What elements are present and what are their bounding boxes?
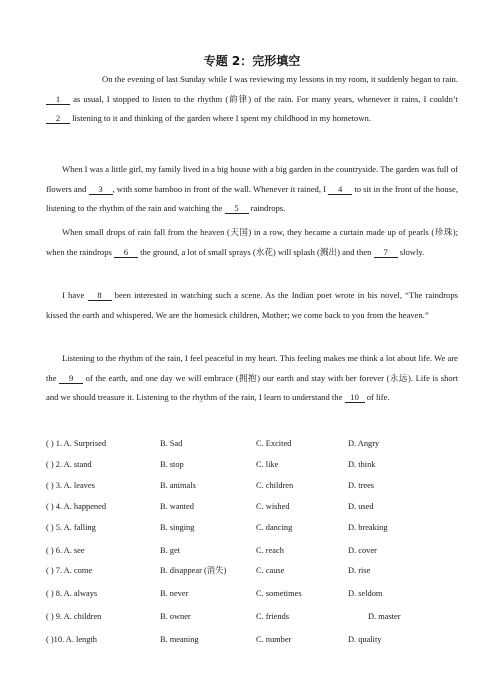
page-title: 专题 2：完形填空 [203,54,301,68]
paragraph-2 [46,160,458,219]
passage-text: to sit in the front of the house, listening to the rhythm of the rain and watching the [46,183,458,213]
question-row [46,522,458,534]
paragraph-1 [46,70,458,129]
option-d: D. seldom [348,589,383,598]
passage-text: raindrops. [248,203,286,213]
option-d: D. cover [348,546,377,555]
option-d: D. breaking [348,523,388,532]
option-c: C. friends [256,612,290,621]
question-row [46,545,458,557]
paragraph-5 [46,349,458,408]
option-b: B. owner [160,612,191,621]
passage-text: as usual, I stopped to listen to the rhythm (韵律) of the rain. For many years, whenever it rains, I couldn’t [70,93,458,104]
option-c: C. cause [256,566,285,575]
question-row [46,634,458,646]
blank-10: 10 [345,392,365,403]
passage-text: been interested in watching such a scene. As the Indian poet wrote in his novel, “The raindrops kissed the earth and whispered. We are the homesick children, Mother; we come back to you from the heaven.” [46,290,458,320]
option-b: B. animals [160,481,196,490]
question-row [46,501,458,513]
question-row [46,438,458,450]
option-b: B. get [160,546,181,555]
blank-2: 2 [46,113,70,124]
paragraph-4 [46,286,458,325]
question-stem: ( )10. A. length [46,635,97,644]
blank-4: 4 [328,184,352,195]
passage-text: slowly. [397,246,425,257]
passage-text: of life. [364,392,390,402]
option-b: B. meaning [160,635,199,644]
blank-1: 1 [46,94,70,105]
question-stem: ( ) 3. A. leaves [46,481,95,490]
option-d: D. used [348,502,374,511]
option-d: D. trees [348,481,375,490]
question-stem: ( ) 5. A. falling [46,523,96,532]
option-c: C. sometimes [256,589,302,598]
option-b: B. disappear (消失) [160,566,227,575]
option-b: B. singing [160,523,195,532]
passage-text: , with some bamboo in front of the wall. Whenever it rained, I [112,183,329,194]
question-row [46,588,458,600]
option-d: D. think [348,460,376,469]
question-stem: ( ) 7. A. come [46,566,93,575]
question-stem: ( ) 6. A. see [46,546,85,555]
option-c: C. reach [256,546,284,555]
passage-text: I have [62,290,88,300]
option-d: D. quality [348,635,382,644]
passage-text: Listening to the rhythm of the rain, I feel peaceful in my heart. This feeling makes me think a lot about life. We are the [46,353,458,383]
passage-text: the ground, a lot of small sprays (水花) will splash (溅出) and then [138,246,374,257]
passage-text: When I was a little girl, my family lived in a big house with a big garden in the countryside. The garden was full of flowers and [46,164,459,194]
blank-9: 9 [59,373,83,384]
option-b: B. never [160,589,189,598]
blank-5: 5 [225,203,249,214]
question-stem: ( ) 2. A. stand [46,460,92,469]
option-c: C. number [256,635,292,644]
question-stem: ( ) 8. A. always [46,589,98,598]
question-row [46,565,458,577]
passage-text: of the earth, and one day we will embrace (拥抱) our earth and stay with her forever (永远). Life is short and we should treasure it. Listening to the rhythm of the rain, I learn to understand the [46,372,458,402]
passage-text: listening to it and thinking of the garden where I spent my childhood in my hometown. [70,113,371,123]
blank-3: 3 [89,184,113,195]
paragraph-3 [46,223,458,262]
option-c: C. like [256,460,279,469]
blank-7: 7 [374,247,398,258]
option-d: D. Angry [348,439,380,448]
question-row [46,480,458,492]
question-row [46,459,458,471]
blank-8: 8 [88,290,112,301]
option-b: B. stop [160,460,184,469]
option-c: C. wished [256,502,290,511]
question-row [46,611,458,623]
question-stem: ( ) 1. A. Surprised [46,439,107,448]
option-d: D. rise [348,566,371,575]
passage-text: When small drops of rain fall from the heaven (天国) in a row, they became a curtain made up of pearls (珍珠); when the raindrops [46,227,458,257]
option-c: C. children [256,481,294,490]
option-b: B. wanted [160,502,194,511]
option-c: C. Excited [256,439,292,448]
passage-text: On the evening of last Sunday while I was reviewing my lessons in my room, it suddenly began to rain. [102,74,458,84]
option-d: D. master [368,612,401,621]
blank-6: 6 [114,247,138,258]
question-stem: ( ) 9. A. children [46,612,102,621]
question-stem: ( ) 4. A. happened [46,502,107,511]
option-c: C. dancing [256,523,293,532]
option-b: B. Sad [160,439,183,448]
